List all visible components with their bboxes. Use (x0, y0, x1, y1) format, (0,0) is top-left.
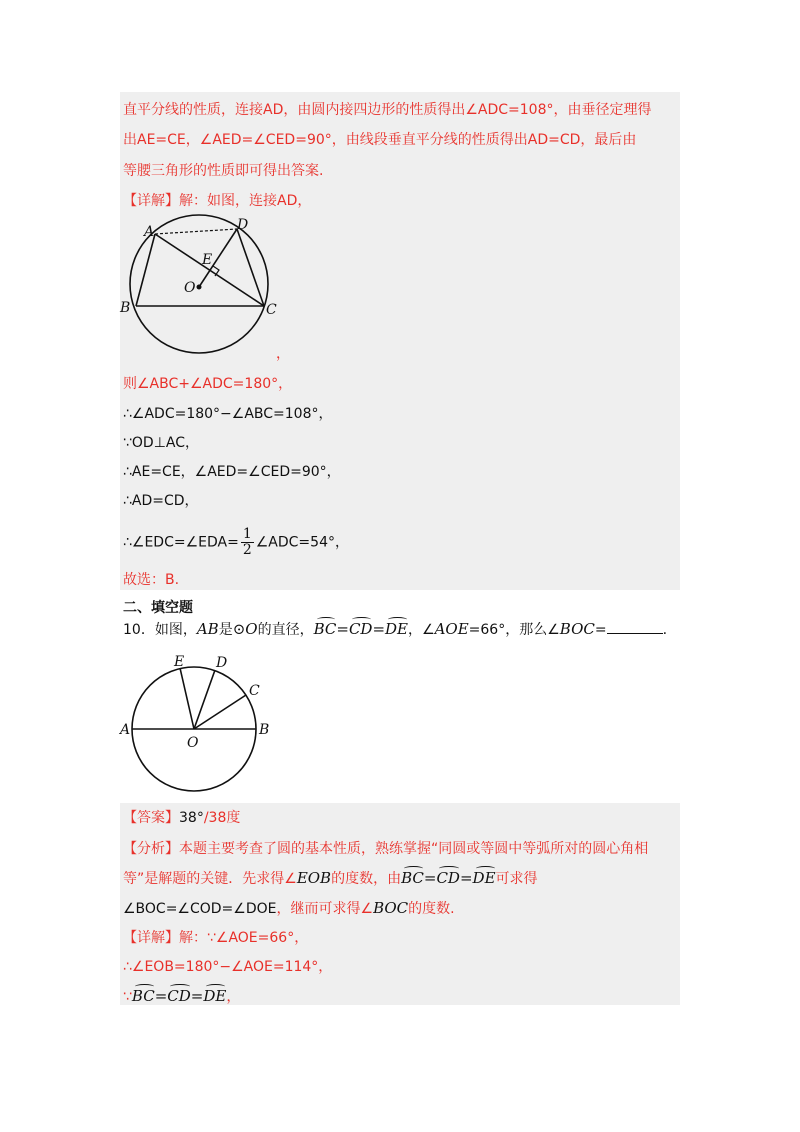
q10-text-5: = (594, 622, 607, 638)
detail-line-2: ∴∠EOB=180°−∠AOE=114°， (123, 959, 333, 975)
eq-2: = (190, 987, 204, 1005)
arc-de: DE (385, 620, 409, 638)
arc-cd: CD (167, 987, 191, 1005)
radius-oc (194, 695, 246, 729)
arc-bc: BC (131, 987, 155, 1005)
section-title: 二、填空题 (123, 600, 193, 616)
label-b: B (120, 300, 131, 316)
analysis-line-1 (123, 839, 648, 859)
analysis-line-3 (123, 898, 455, 919)
segment-ad-dashed (155, 229, 237, 234)
label-d: D (216, 655, 228, 671)
answer-tag: 【答案】 (123, 810, 179, 826)
label-o: O (187, 735, 199, 751)
figure-q10-circle-radii (118, 652, 278, 792)
fraction-numerator: 1 (242, 526, 252, 542)
label-b: B (259, 722, 270, 738)
arc-de: DE (203, 987, 227, 1005)
label-c: C (249, 683, 260, 699)
q10-text-3: ，∠ (408, 622, 435, 638)
q10-ab: AB (196, 620, 219, 638)
detail-tag: 【详解】 (123, 193, 179, 209)
analysis-text-1: 本题主要考查了圆的基本性质，熟练掌握“同圆或等圆中等弧所对的圆心角相 (179, 841, 649, 857)
q10-o: O (245, 620, 258, 638)
detail-line (123, 191, 311, 211)
label-a: A (120, 722, 131, 738)
center-point-o (197, 285, 202, 290)
step-1: 则∠ABC+∠ADC=180°， (123, 376, 293, 392)
answer-line (123, 808, 240, 828)
analysis-line-2: 出AE=CE，∠AED=∠CED=90°，由线段垂直平分线的性质得出AD=CD，最后由 (123, 132, 637, 148)
eq-1: = (154, 987, 168, 1005)
arc-cd: CD (348, 620, 373, 638)
q10-text-1: 是 (218, 622, 233, 638)
q10-eq-2: = (372, 620, 386, 638)
step-3: ∵OD⊥AC， (123, 435, 200, 451)
radius-od (194, 670, 215, 729)
step-4: ∴AE=CE，∠AED=∠CED=90°， (123, 464, 341, 480)
eq-2: = (459, 869, 473, 887)
because-symbol: ∵ (123, 989, 132, 1005)
detail-line-1 (123, 928, 308, 948)
q10-period: . (662, 622, 668, 638)
answer-blank[interactable] (607, 619, 663, 634)
figure-comma: ， (276, 346, 290, 362)
analysis-line-2 (123, 868, 538, 889)
radius-oe (180, 668, 194, 729)
q10-text-4: =66°，那么∠ (468, 622, 560, 638)
fraction-denominator: 2 (242, 542, 252, 558)
label-a: A (144, 224, 155, 240)
answer-q9: 故选：B. (123, 572, 180, 588)
label-d: D (237, 217, 249, 233)
analysis-line-3: 等腰三角形的性质即可得出答案. (123, 163, 324, 179)
step-6-right: ∠ADC=54°， (255, 534, 349, 551)
analysis-2-b: 的度数，由 (331, 871, 402, 887)
arc-cd: CD (436, 869, 460, 887)
right-angle-mark (213, 266, 219, 276)
q10-angle-aoe: AOE (434, 620, 469, 638)
step-2: ∴∠ADC=180°−∠ABC=108°， (123, 406, 333, 422)
label-e: E (202, 252, 213, 268)
detail-3-end: ， (226, 989, 241, 1005)
detail-text-1: 解：∵∠AOE=66°， (179, 930, 309, 946)
label-o: O (184, 280, 196, 296)
label-c: C (266, 302, 277, 318)
q10-eq-1: = (336, 620, 349, 638)
circle-symbol: ⊙ (232, 620, 246, 638)
detail-line-3 (123, 986, 240, 1007)
q10-text-2: 的直径， (257, 622, 314, 638)
arc-bc: BC (313, 620, 337, 638)
q10-angle-boc: BOC (559, 620, 595, 638)
step-5: ∴AD=CD， (123, 493, 199, 509)
analysis-3-a: ∠BOC=∠COD=∠DOE (123, 901, 277, 917)
analysis-tag: 【分析】 (123, 841, 179, 857)
angle-boc: BOC (373, 899, 409, 917)
analysis-3-b: ，继而可求得∠ (276, 901, 374, 917)
segment-cd (237, 229, 264, 306)
detail-tag: 【详解】 (123, 930, 179, 946)
step-6 (123, 527, 349, 558)
segment-ab (136, 234, 155, 306)
arc-bc: BC (401, 869, 424, 887)
q10-prefix: 10．如图， (123, 622, 197, 638)
analysis-2-c: 可求得 (495, 871, 538, 887)
detail-text: 解：如图，连接AD， (179, 193, 312, 209)
arc-de: DE (472, 869, 496, 887)
answer-alt: /38度 (203, 810, 241, 826)
angle-eob: EOB (296, 869, 332, 887)
fraction-half (241, 527, 254, 558)
analysis-3-c: 的度数. (408, 901, 455, 917)
analysis-2-a: 等”是解题的关键．先求得∠ (123, 871, 297, 887)
figure-q9-circle-quadrilateral (118, 214, 288, 362)
question-10 (123, 619, 667, 640)
answer-value: 38° (179, 810, 204, 826)
label-e: E (174, 654, 185, 670)
analysis-line-1: 直平分线的性质，连接AD，由圆内接四边形的性质得出∠ADC=108°，由垂径定理得 (123, 102, 652, 118)
step-6-left: ∴∠EDC=∠EDA= (123, 534, 239, 551)
eq-1: = (423, 869, 437, 887)
